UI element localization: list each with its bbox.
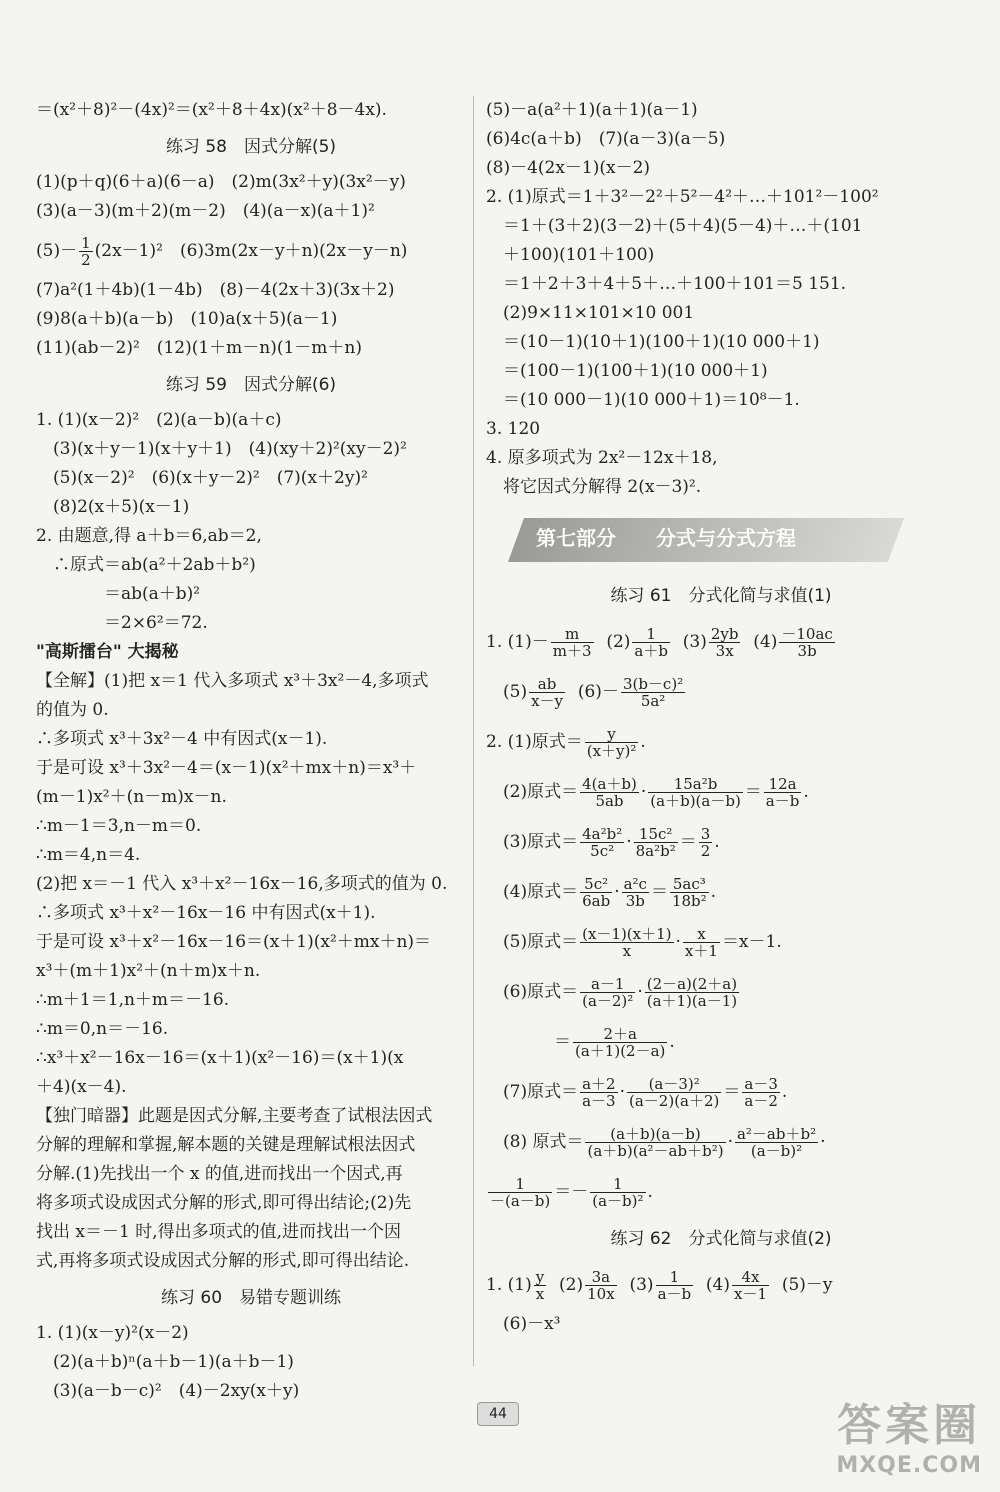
fraction <box>580 926 673 959</box>
text-fragment: (8) 原式＝ <box>486 1132 584 1152</box>
numerator: 1 <box>632 626 670 643</box>
text-line: 将它因式分解得 2(x－3)². <box>486 477 702 497</box>
text-line: 分解的理解和掌握,解本题的关键是理解试根法因式 <box>36 1135 416 1155</box>
fraction <box>534 1269 546 1302</box>
numerator: －10ac <box>781 625 833 643</box>
denominator: a－b <box>657 1285 692 1303</box>
text-fragment: · <box>637 982 643 1002</box>
text-fragment: (3) <box>629 1275 654 1295</box>
fraction <box>699 826 713 859</box>
denominator: (a－2)(a＋2) <box>629 1092 720 1110</box>
exercise-60-heading: 练习 60 易错专题训练 <box>160 1288 342 1308</box>
fraction <box>585 1269 617 1302</box>
fraction <box>779 626 834 659</box>
denominator: x－1 <box>734 1285 768 1303</box>
watermark-url: MXQE.COM <box>836 1453 982 1478</box>
text-fragment: 2. (1)原式＝ <box>486 732 583 752</box>
text-line: (8)－4(2x－1)(x－2) <box>486 158 651 178</box>
text-line: (3)(a－b－c)² (4)－2xy(x＋y) <box>36 1381 300 1401</box>
fraction-line <box>486 1017 956 1067</box>
fraction <box>580 776 639 809</box>
fraction <box>621 676 685 709</box>
fraction <box>585 726 639 759</box>
numerator: (a＋b)(a－b) <box>585 1126 725 1143</box>
text-line: 4. 原多项式为 2x²－12x＋18, <box>486 448 718 468</box>
denominator: 5ab <box>595 792 624 810</box>
text-fragment: . <box>669 1032 675 1052</box>
fraction <box>79 235 93 268</box>
denominator: 3b <box>625 892 645 910</box>
numerator: 15c² <box>634 826 678 843</box>
text-line: ∴多项式 x³＋x²－16x－16 中有因式(x＋1). <box>36 903 376 923</box>
numerator: 2＋a <box>573 1026 667 1043</box>
fraction <box>580 1076 618 1109</box>
text-fragment: · <box>614 882 620 902</box>
numerator: a＋2 <box>582 1075 616 1093</box>
numerator: 4a²b² <box>582 825 623 843</box>
text-fragment: . <box>640 732 646 752</box>
numerator: a²c <box>623 875 647 893</box>
text-line: 分解.(1)先找出一个 x 的值,进而找出一个因式,再 <box>36 1164 403 1184</box>
fraction-line <box>486 717 956 767</box>
right-column <box>486 96 956 1339</box>
fraction-line <box>486 667 956 717</box>
numerator: 1 <box>656 1269 694 1286</box>
text-line: 于是可设 x³＋x²－16x－16＝(x＋1)(x²＋mx＋n)＝ <box>36 932 432 952</box>
numerator: 15a²b <box>648 776 743 793</box>
denominator: 8a²b² <box>635 842 676 860</box>
fraction-line <box>486 1067 956 1117</box>
numerator: a－1 <box>580 976 635 993</box>
fraction <box>580 876 612 909</box>
text-fragment: . <box>781 1082 788 1102</box>
denominator: (a＋b)(a²－ab＋b²) <box>587 1142 724 1160</box>
text-fragment: (2)原式＝ <box>486 782 579 802</box>
exercise-61-heading: 练习 61 分式化简与求值(1) <box>610 586 832 606</box>
text-fragment: (7)原式＝ <box>486 1082 579 1102</box>
fraction <box>580 976 635 1009</box>
text-line: (2)9×11×101×10 001 <box>486 303 695 323</box>
denominator: (a＋1)(2－a) <box>575 1042 666 1060</box>
text-line: ＝1＋2＋3＋4＋5＋…＋100＋101＝5 151. <box>486 274 847 294</box>
denominator: a－2 <box>744 1092 778 1110</box>
fraction <box>632 626 670 659</box>
fraction-line <box>486 617 956 667</box>
text-line: ∴m＝4,n＝4. <box>36 845 141 865</box>
text-line: (3)(a－3)(m＋2)(m－2) (4)(a－x)(a＋1)² <box>36 201 375 221</box>
numerator: 1 <box>81 234 91 252</box>
text-line: ＝2×6²＝72. <box>36 613 208 633</box>
watermark-logo <box>836 1389 982 1478</box>
fraction <box>735 1126 818 1159</box>
exercise-59-heading: 练习 59 因式分解(6) <box>165 375 337 395</box>
denominator: 5a² <box>640 692 666 710</box>
text-line: (11)(ab－2)² (12)(1＋m－n)(1－m＋n) <box>36 338 363 358</box>
gauss-arena-heading: "高斯擂台" 大揭秘 <box>36 642 179 662</box>
denominator: (x＋y)² <box>586 742 637 760</box>
numerator: a－3 <box>744 1075 778 1093</box>
watermark-text: 答案圈 <box>837 1400 982 1451</box>
denominator: －(a－b) <box>490 1192 551 1210</box>
text-fragment: . <box>647 1182 653 1202</box>
text-fragment: (2) <box>559 1275 584 1295</box>
banner-title: 分式与分式方程 <box>656 526 796 550</box>
denominator: x <box>622 942 632 960</box>
text-fragment: (5)－y <box>781 1275 833 1295</box>
text-fragment: 1. (1)－ <box>486 632 549 652</box>
fraction-line <box>486 1167 956 1217</box>
page-number: 44 <box>477 1402 519 1426</box>
text-line: ＝ab(a＋b)² <box>36 584 201 604</box>
fraction <box>573 1026 667 1059</box>
column-divider <box>473 96 474 1366</box>
text-line: ＝(100－1)(100＋1)(10 000＋1) <box>486 361 768 381</box>
text-line: 找出 x＝－1 时,得出多项式的值,进而找出一个因 <box>36 1222 402 1242</box>
text-line: ＝1＋(3＋2)(3－2)＋(5＋4)(5－4)＋…＋(101 <box>486 216 863 236</box>
fraction <box>732 1269 769 1302</box>
fraction-line <box>486 817 956 867</box>
numerator: 5ac³ <box>670 876 709 893</box>
fraction <box>622 876 649 909</box>
text-line: 2. (1)原式＝1＋3²－2²＋5²－4²＋…＋101²－100² <box>486 187 879 207</box>
text-fragment: ＝x－1. <box>721 932 782 952</box>
denominator: (a－b)² <box>592 1192 644 1210</box>
text-fragment: (5)－ <box>36 241 78 261</box>
text-line: ∴m－1＝3,n－m＝0. <box>36 816 202 836</box>
numerator: a²－ab＋b² <box>736 1125 817 1143</box>
fraction <box>488 1176 552 1209</box>
fraction <box>764 776 802 809</box>
fraction <box>670 876 709 909</box>
denominator: 3x <box>715 642 734 660</box>
numerator: (x－1)(x＋1) <box>582 925 672 943</box>
fraction <box>551 626 594 659</box>
text-line: ＋4)(x－4). <box>36 1077 127 1097</box>
text-line: ∴m＋1＝1,n＋m＝－16. <box>36 990 230 1010</box>
fraction-line <box>486 917 956 967</box>
fraction <box>656 1269 694 1302</box>
text-line: ∴x³＋x²－16x－16＝(x＋1)(x²－16)＝(x＋1)(x <box>36 1048 404 1068</box>
text-fragment: (6)－ <box>577 682 619 702</box>
text-line: ＝(10 000－1)(10 000＋1)＝10⁸－1. <box>486 390 800 410</box>
text-line: (6)－x³ <box>486 1314 561 1334</box>
text-line: ＝(x²＋8)²－(4x)²＝(x²＋8＋4x)(x²＋8－4x). <box>36 100 387 120</box>
denominator: x－y <box>531 692 564 710</box>
denominator: x <box>535 1285 545 1303</box>
numerator: m <box>551 626 594 643</box>
fraction <box>709 626 741 659</box>
text-fragment: (5)原式＝ <box>486 932 579 952</box>
fraction <box>648 776 743 809</box>
text-fragment: (2x－1)² (6)3m(2x－y＋n)(2x－y－n) <box>94 241 408 261</box>
numerator: y <box>585 726 639 743</box>
denominator: m＋3 <box>552 642 592 660</box>
denominator: 10x <box>587 1285 615 1303</box>
text-line: 【独门暗器】此题是因式分解,主要考查了试根法因式 <box>36 1106 433 1126</box>
fraction-line <box>486 1260 956 1310</box>
text-fragment: . <box>710 882 717 902</box>
text-line: (1)(p＋q)(6＋a)(6－a) (2)m(3x²＋y)(3x²－y) <box>36 172 406 192</box>
numerator: 3 <box>700 825 711 843</box>
fraction-line <box>486 767 956 817</box>
fraction <box>529 676 565 709</box>
denominator: a＋b <box>634 642 668 660</box>
text-line: (m－1)x²＋(n－m)x－n. <box>36 787 227 807</box>
denominator: 2 <box>81 251 91 269</box>
fraction-line <box>486 867 956 917</box>
text-fragment: · <box>727 1132 733 1152</box>
text-line: (3)(x＋y－1)(x＋y＋1) (4)(xy＋2)²(xy－2)² <box>36 439 407 459</box>
text-fragment: 1. (1) <box>486 1275 532 1295</box>
text-fragment: · <box>626 832 632 852</box>
numerator: (2－a)(2＋a) <box>646 975 738 993</box>
text-fragment: ＝ <box>486 1032 571 1052</box>
denominator: 3b <box>797 642 817 660</box>
text-line: 将多项式设成因式分解的形式,即可得出结论;(2)先 <box>36 1193 412 1213</box>
text-line: ∴m＝0,n＝－16. <box>36 1019 169 1039</box>
numerator: 5c² <box>580 876 612 893</box>
fraction <box>627 1076 721 1109</box>
fraction <box>634 826 678 859</box>
text-line: 2. 由题意,得 a＋b＝6,ab＝2, <box>36 526 262 546</box>
text-line: 3. 120 <box>486 419 541 439</box>
text-line: (9)8(a＋b)(a－b) (10)a(x＋5)(a－1) <box>36 309 338 329</box>
text-fragment: ＝ <box>650 882 668 902</box>
text-line: (5)(x－2)² (6)(x＋y－2)² (7)(x＋2y)² <box>36 468 368 488</box>
text-fragment: · <box>619 1082 625 1102</box>
denominator: 18b² <box>671 892 707 910</box>
text-fragment: . <box>714 832 720 852</box>
fraction-line <box>486 1117 956 1167</box>
denominator: (a－b)² <box>750 1142 803 1160</box>
denominator: (a＋1)(a－1) <box>646 992 738 1010</box>
text-line: (7)a²(1＋4b)(1－4b) (8)－4(2x＋3)(3x＋2) <box>36 280 395 300</box>
text-line: (5)－a(a²＋1)(a＋1)(a－1) <box>486 100 698 120</box>
denominator: (a＋b)(a－b) <box>650 792 741 810</box>
numerator: 2yb <box>710 625 739 643</box>
banner-part-label: 第七部分 <box>536 526 616 550</box>
text-line: 式,再将多项式设成因式分解的形式,即可得出结论. <box>36 1251 410 1271</box>
text-fragment: (4) <box>753 632 778 652</box>
fraction-line <box>36 226 466 276</box>
fraction <box>683 926 720 959</box>
text-fragment: · <box>675 932 681 952</box>
text-line: ＝(10－1)(10＋1)(100＋1)(10 000＋1) <box>486 332 820 352</box>
denominator: 5c² <box>590 842 615 860</box>
fraction <box>590 1176 645 1209</box>
text-line: 【全解】(1)把 x＝1 代入多项式 x³＋3x²－4,多项式 <box>36 671 429 691</box>
denominator: 2 <box>700 842 711 860</box>
denominator: 6ab <box>582 892 611 910</box>
fraction <box>585 1126 725 1159</box>
numerator: 4(a＋b) <box>582 775 637 793</box>
fraction <box>580 826 624 859</box>
text-fragment: (3) <box>682 632 707 652</box>
text-fragment: . <box>803 782 809 802</box>
text-fragment: ＝ <box>723 1082 741 1102</box>
exercise-62-heading: 练习 62 分式化简与求值(2) <box>610 1229 832 1249</box>
denominator: a－3 <box>582 1092 616 1110</box>
text-line: x³＋(m＋1)x²＋(n＋m)x＋n. <box>36 961 261 981</box>
text-fragment: (4)原式＝ <box>486 882 579 902</box>
numerator: 4x <box>732 1269 769 1286</box>
denominator: a－b <box>765 792 800 810</box>
text-fragment: (5) <box>486 682 528 702</box>
text-line: 的值为 0. <box>36 700 109 720</box>
text-line: (2)把 x＝－1 代入 x³＋x²－16x－16,多项式的值为 0. <box>36 874 448 894</box>
text-fragment: (6)原式＝ <box>486 982 579 1002</box>
numerator: x <box>683 926 720 943</box>
text-line: ∴多项式 x³＋3x²－4 中有因式(x－1). <box>36 729 328 749</box>
numerator: 12a <box>764 776 802 793</box>
text-fragment: (3)原式＝ <box>486 832 579 852</box>
fraction <box>645 976 739 1009</box>
text-fragment: ＝－ <box>554 1182 589 1202</box>
text-line: ∴原式＝ab(a²＋2ab＋b²) <box>36 555 256 575</box>
numerator: 1 <box>590 1176 645 1193</box>
text-line: 1. (1)(x－y)²(x－2) <box>36 1323 189 1343</box>
numerator: 3(b－c)² <box>622 675 684 693</box>
text-line: (6)4c(a＋b) (7)(a－3)(a－5) <box>486 129 726 149</box>
text-line: 于是可设 x³＋3x²－4＝(x－1)(x²＋mx＋n)＝x³＋ <box>36 758 417 778</box>
denominator: (a－2)² <box>582 992 634 1010</box>
numerator: 1 <box>488 1176 552 1193</box>
numerator: y <box>535 1268 545 1286</box>
text-line: (2)(a＋b)ⁿ(a＋b－1)(a＋b－1) <box>36 1352 294 1372</box>
fraction-line <box>486 967 956 1017</box>
text-fragment: · <box>640 782 647 802</box>
exercise-58-heading: 练习 58 因式分解(5) <box>165 137 337 157</box>
text-line: (8)2(x＋5)(x－1) <box>36 497 190 517</box>
text-fragment: (4) <box>705 1275 731 1295</box>
numerator: ab <box>529 676 565 693</box>
numerator: (a－3)² <box>627 1076 721 1093</box>
left-column <box>36 96 466 1406</box>
denominator: x＋1 <box>684 942 718 960</box>
text-fragment: ＝ <box>744 782 762 802</box>
text-fragment: · <box>820 1132 826 1152</box>
section-banner <box>506 512 956 572</box>
numerator: 3a <box>585 1269 617 1286</box>
fraction <box>742 1076 780 1109</box>
text-line: 1. (1)(x－2)² (2)(a－b)(a＋c) <box>36 410 282 430</box>
text-fragment: ＝ <box>679 832 697 852</box>
text-fragment: (2) <box>606 632 631 652</box>
text-line: ＋100)(101＋100) <box>486 245 655 265</box>
